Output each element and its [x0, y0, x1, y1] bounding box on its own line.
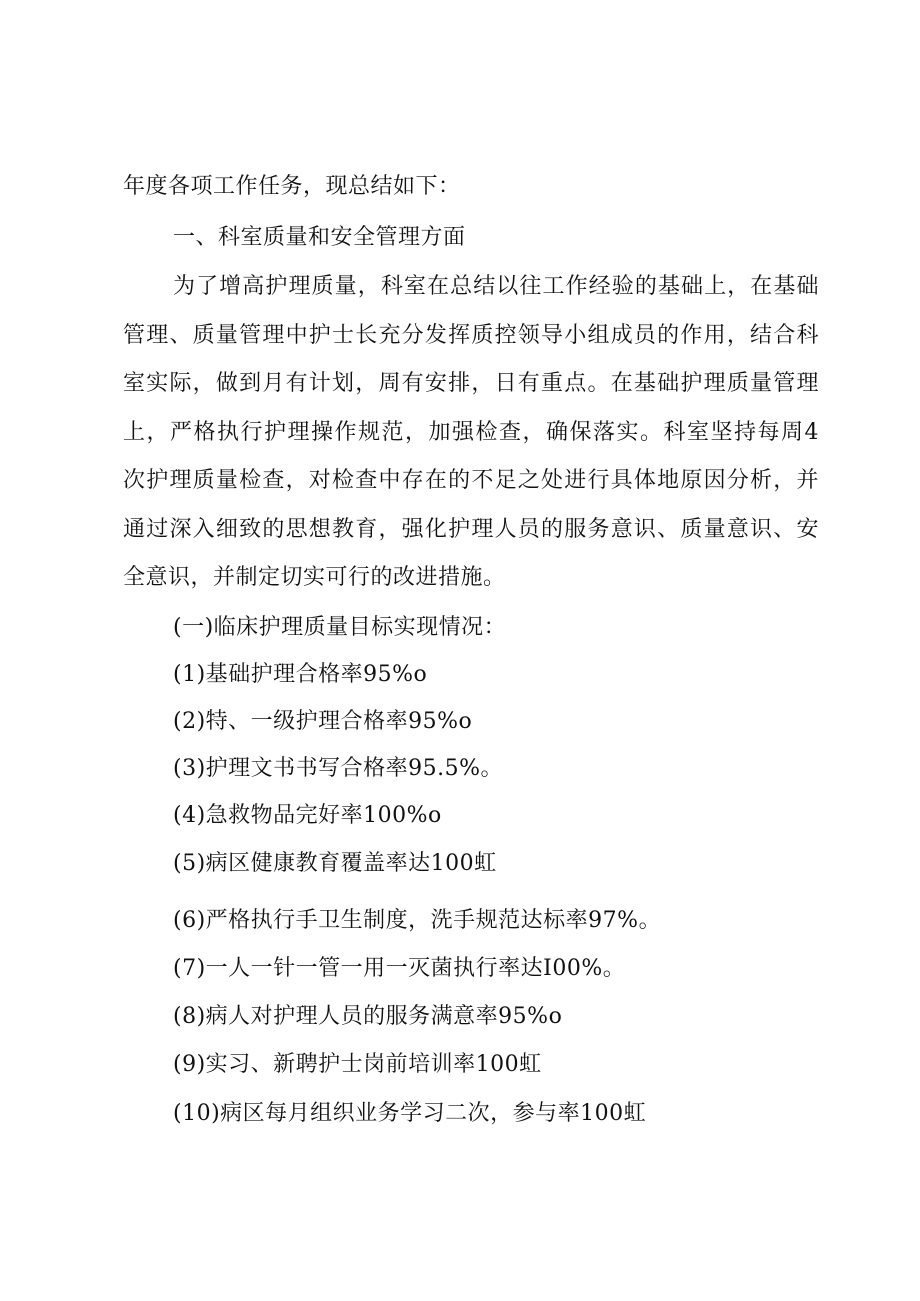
subsection-heading: (一)临床护理质量目标实现情况：	[173, 615, 507, 640]
list-item: (3)护理文书书写合格率95.5%。	[173, 756, 504, 781]
list-item: (2)特、一级护理合格率95%o	[173, 709, 473, 734]
paragraph-line: 次护理质量检查，对检查中存在的不足之处进行具体地原因分析，并	[123, 468, 819, 493]
list-item: (6)严格执行手卫生制度，洗手规范达标率97%。	[173, 908, 662, 933]
paragraph-line: 全意识，并制定切实可行的改进措施。	[123, 565, 506, 590]
list-item: (10)病区每月组织业务学习二次，参与率100虹	[173, 1101, 647, 1126]
paragraph-line: 为了增高护理质量，科室在总结以往工作经验的基础上，在基础	[173, 274, 819, 299]
list-item: (7)一人一针一管一用一灭菌执行率达I00%。	[173, 956, 626, 981]
list-item: (5)病区健康教育覆盖率达100虹	[173, 851, 497, 876]
list-item: (8)病人对护理人员的服务满意率95%o	[173, 1004, 563, 1029]
paragraph-line: 通过深入细致的思想教育，强化护理人员的服务意识、质量意识、安	[123, 517, 819, 542]
paragraph-line: 室实际，做到月有计划，周有安排，日有重点。在基础护理质量管理	[123, 371, 819, 396]
section-heading: 一、科室质量和安全管理方面	[173, 225, 466, 250]
list-item: (4)急救物品完好率100%o	[173, 803, 442, 828]
list-item: (9)实习、新聘护士岗前培训率100虹	[173, 1052, 542, 1077]
paragraph-line: 管理、质量管理中护士长充分发挥质控领导小组成员的作用，结合科	[123, 323, 819, 348]
paragraph-line: 上，严格执行护理操作规范，加强检查，确保落实。科室坚持每周4	[123, 420, 819, 445]
list-item: (1)基础护理合格率95%o	[173, 662, 428, 687]
text-line-intro: 年度各项工作任务，现总结如下：	[123, 174, 461, 199]
